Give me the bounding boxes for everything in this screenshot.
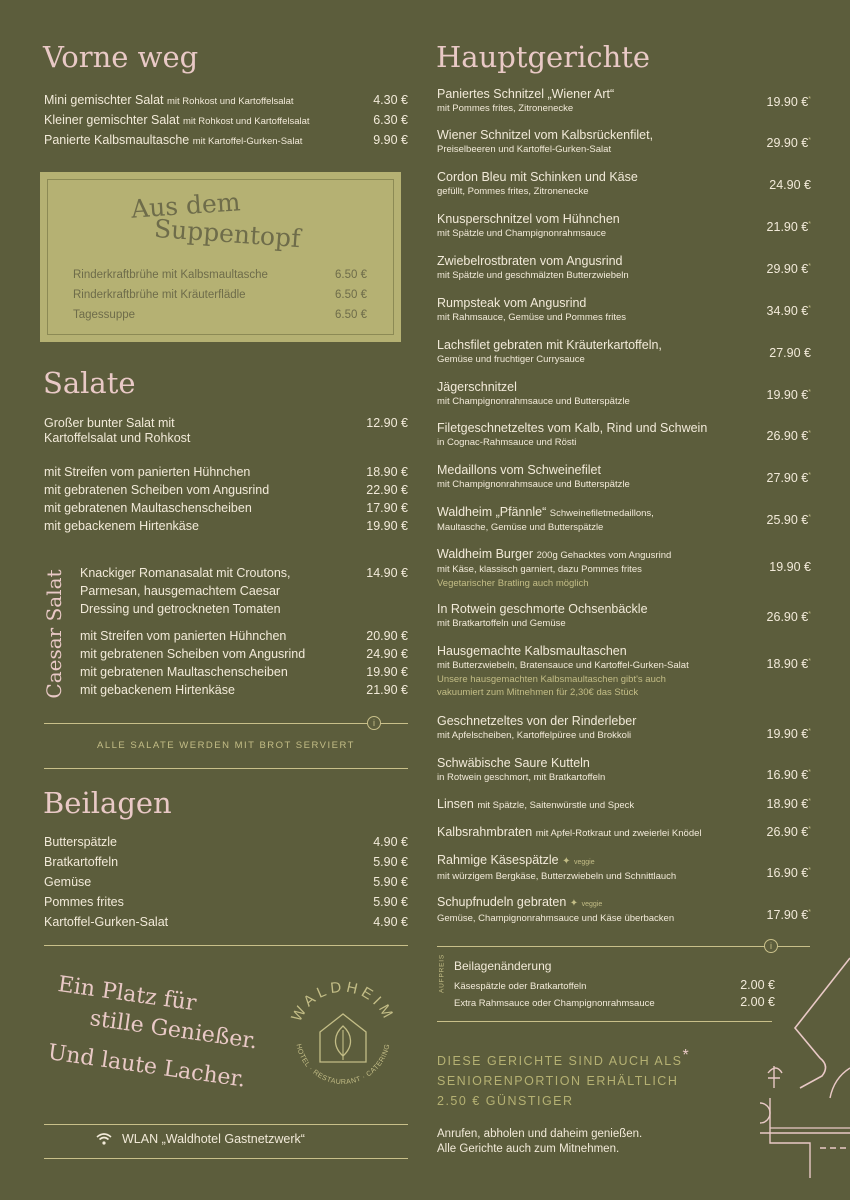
haupt-title: Hauptgerichte xyxy=(436,40,651,74)
dish-name: Rumpsteak vom Angusrind xyxy=(437,296,587,310)
item-price: 19.90 € xyxy=(366,519,408,533)
info-icon: i xyxy=(764,939,778,953)
dish-desc: in Rotwein geschmort, mit Bratkartoffeln xyxy=(437,772,606,783)
dish-price: 29.90 €* xyxy=(766,262,811,276)
item-name: mit gebratenen Maultaschenscheiben xyxy=(44,501,252,515)
dish-desc: mit Rahmsauce, Gemüse und Pommes frites xyxy=(437,312,627,323)
divider xyxy=(44,1158,408,1159)
item-price: 2.00 € xyxy=(740,978,775,992)
dish-desc: Gemüse, Champignonrahmsauce und Käse überbacken xyxy=(437,913,675,924)
dish-item xyxy=(437,463,817,492)
dish-item xyxy=(437,128,817,157)
item-price: 17.90 € xyxy=(366,501,408,515)
list-item xyxy=(80,683,408,697)
dish-price: 18.90 €* xyxy=(766,797,811,811)
dish-name: Waldheim „Pfännle“ Schweinefiletmedaillons, xyxy=(437,505,654,519)
list-item xyxy=(44,133,408,147)
item-name: mit Streifen vom panierten Hühnchen xyxy=(44,465,251,479)
list-item xyxy=(80,629,408,643)
item-price: 6.50 € xyxy=(335,309,367,321)
slogan-line2: stille Genießer. xyxy=(88,1006,259,1055)
item-name: Butterspätzle xyxy=(44,835,117,849)
aufpreis-title: Beilagenänderung xyxy=(454,959,552,973)
dish-name: In Rotwein geschmorte Ochsenbäckle xyxy=(437,602,648,616)
dish-price: 18.90 €* xyxy=(766,657,811,671)
item-price: 12.90 € xyxy=(366,416,408,430)
dish-name: Lachsfilet gebraten mit Kräuterkartoffeln, xyxy=(437,338,662,352)
item-name: Käsespätzle oder Bratkartoffeln xyxy=(454,981,587,992)
dish-price: 24.90 € xyxy=(769,178,811,192)
senioren-line2: SENIORENPORTION ERHÄLTLICH xyxy=(437,1074,679,1089)
item-price: 2.00 € xyxy=(740,995,775,1009)
beilagen-title: Beilagen xyxy=(43,786,172,820)
dish-desc: mit Käse, klassisch garniert, dazu Pommes frites xyxy=(437,564,642,575)
caesar-label: Caesar Salat xyxy=(42,569,66,699)
list-item xyxy=(44,93,408,107)
dish-item xyxy=(437,714,817,743)
dish-desc: mit Bratkartoffeln und Gemüse xyxy=(437,618,566,629)
list-item xyxy=(44,519,408,533)
list-item xyxy=(44,416,408,446)
divider xyxy=(437,1021,772,1022)
item-price: 14.90 € xyxy=(366,566,408,580)
senioren-note xyxy=(437,1046,690,1111)
list-item xyxy=(44,483,408,497)
list-item xyxy=(44,835,408,849)
item-price: 4.30 € xyxy=(373,93,408,107)
dish-price: 26.90 €* xyxy=(766,429,811,443)
dish-desc: in Cognac-Rahmsauce und Rösti xyxy=(437,437,577,448)
dish-name: Medaillons vom Schweinefilet xyxy=(437,463,601,477)
dish-desc: Gemüse und fruchtiger Currysauce xyxy=(437,354,585,365)
dish-price: 27.90 €* xyxy=(766,471,811,485)
item-name-line2: Kartoffelsalat und Rohkost xyxy=(44,431,191,445)
logo-name: WALDHEIM xyxy=(288,978,398,1025)
info-icon: i xyxy=(367,716,381,730)
item-price: 20.90 € xyxy=(366,629,408,643)
dish-name: Schwäbische Saure Kutteln xyxy=(437,756,590,770)
item-price: 18.90 € xyxy=(366,465,408,479)
aufpreis-label: AUFPREIS xyxy=(438,954,446,993)
logo-icon xyxy=(278,972,408,1102)
dish-price: 25.90 €* xyxy=(766,513,811,527)
item-price: 9.90 € xyxy=(373,133,408,147)
item-name: Kartoffel-Gurken-Salat xyxy=(44,915,169,929)
item-name: mit gebratenen Scheiben vom Angusrind xyxy=(44,483,270,497)
item-desc: mit Kartoffel-Gurken-Salat xyxy=(192,136,303,147)
dish-name: Paniertes Schnitzel „Wiener Art“ xyxy=(437,87,615,101)
list-item xyxy=(73,289,367,301)
list-item xyxy=(44,895,408,909)
list-item xyxy=(80,665,408,679)
item-desc: mit Rohkost und Kartoffelsalat xyxy=(166,96,294,107)
dish-desc: mit würzigem Bergkäse, Butterzwiebeln und Schnittlauch xyxy=(437,871,677,882)
dish-item xyxy=(437,756,817,785)
list-item xyxy=(454,978,775,992)
dish-item xyxy=(437,797,817,813)
item-name: Panierte Kalbsmaultasche xyxy=(44,133,190,147)
senioren-line3: 2.50 € GÜNSTIGER xyxy=(437,1094,574,1109)
dish-desc: mit Spätzle und Champignonrahmsauce xyxy=(437,228,606,239)
list-item xyxy=(44,855,408,869)
wifi-icon xyxy=(96,1133,112,1145)
item-name: mit gebackenem Hirtenkäse xyxy=(80,683,235,697)
dish-name: Geschnetzeltes von der Rinderleber xyxy=(437,714,637,728)
dish-item xyxy=(437,547,817,590)
item-price: 6.50 € xyxy=(335,289,367,301)
item-name: Bratkartoffeln xyxy=(44,855,119,869)
dish-price: 26.90 €* xyxy=(766,825,811,839)
dish-item xyxy=(437,505,817,535)
item-name: Extra Rahmsauce oder Champignonrahmsauce xyxy=(454,998,655,1009)
dish-item xyxy=(437,212,817,241)
dish-item xyxy=(437,296,817,325)
dish-item xyxy=(437,254,817,283)
dish-price: 34.90 €* xyxy=(766,304,811,318)
dish-desc: mit Butterzwiebeln, Bratensauce und Kartoffel-Gurken-Salat xyxy=(437,660,689,671)
dish-name: Filetgeschnetzeltes vom Kalb, Rind und Schwein xyxy=(437,421,708,435)
item-name: Mini gemischter Salat xyxy=(44,93,164,107)
waldheim-logo xyxy=(278,972,408,1102)
dish-name: Zwiebelrostbraten vom Angusrind xyxy=(437,254,623,268)
dish-name: Hausgemachte Kalbsmaultaschen xyxy=(437,644,627,658)
svg-text:WALDHEIM xyxy=(288,979,398,1025)
dish-name: Kalbsrahmbraten mit Apfel-Rotkraut und zweierlei Knödel xyxy=(437,825,702,839)
item-name: Gemüse xyxy=(44,875,92,889)
list-item xyxy=(73,269,367,281)
wlan-info xyxy=(96,1132,305,1146)
list-item xyxy=(73,309,367,321)
divider xyxy=(44,1124,408,1125)
vorneweg-title: Vorne weg xyxy=(43,40,199,74)
item-name: mit gebackenem Hirtenkäse xyxy=(44,519,199,533)
dish-desc: gefüllt, Pommes frites, Zitronenecke xyxy=(437,186,589,197)
soup-title-line1: Aus dem xyxy=(130,187,242,224)
dish-item xyxy=(437,602,817,631)
dish-item xyxy=(437,644,817,699)
dish-desc: mit Apfelscheiben, Kartoffelpüree und Brokkoli xyxy=(437,730,632,741)
dish-price: 29.90 €* xyxy=(766,136,811,150)
dish-price: 21.90 €* xyxy=(766,220,811,234)
item-name: mit gebratenen Maultaschenscheiben xyxy=(80,665,288,679)
dish-item xyxy=(437,895,817,926)
item-price: 5.90 € xyxy=(373,855,408,869)
divider xyxy=(44,723,408,724)
dish-desc: Maultasche, Gemüse und Butterspätzle xyxy=(437,522,604,533)
dish-name: Cordon Bleu mit Schinken und Käse xyxy=(437,170,638,184)
dish-desc: Preiselbeeren und Kartoffel-Gurken-Salat xyxy=(437,144,612,155)
item-price: 4.90 € xyxy=(373,915,408,929)
list-item xyxy=(44,875,408,889)
item-price: 22.90 € xyxy=(366,483,408,497)
divider xyxy=(437,946,810,947)
list-item xyxy=(44,113,408,127)
dish-name: Jägerschnitzel xyxy=(437,380,517,394)
soup-title-line2: Suppentopf xyxy=(153,213,302,254)
dish-desc: mit Pommes frites, Zitronenecke xyxy=(437,103,574,114)
item-name: Pommes frites xyxy=(44,895,124,909)
caesar-desc-line3: Dressing und getrockneten Tomaten xyxy=(80,602,281,616)
dish-item xyxy=(437,87,817,116)
list-item xyxy=(44,915,408,929)
list-item xyxy=(454,995,775,1009)
list-item xyxy=(44,465,408,479)
item-price: 6.50 € xyxy=(335,269,367,281)
dish-note: Unsere hausgemachten Kalbsmaultaschen gibt's auch xyxy=(437,674,666,685)
item-price: 5.90 € xyxy=(373,895,408,909)
item-name: Kleiner gemischter Salat xyxy=(44,113,180,127)
dish-item xyxy=(437,170,817,199)
list-item xyxy=(80,564,408,618)
dish-price: 26.90 €* xyxy=(766,610,811,624)
senioren-line1: DIESE GERICHTE SIND AUCH ALS* xyxy=(437,1047,691,1069)
leaf-icon: ✦ xyxy=(562,856,571,867)
dish-price: 19.90 €* xyxy=(766,388,811,402)
item-price: 4.90 € xyxy=(373,835,408,849)
slogan-line1: Ein Platz für xyxy=(56,972,198,1017)
item-price: 19.90 € xyxy=(366,665,408,679)
salate-title: Salate xyxy=(43,366,136,400)
item-name: Tagessuppe xyxy=(73,309,136,321)
mitnehmen-note xyxy=(437,1127,642,1157)
item-name-line1: Großer bunter Salat mit xyxy=(44,416,175,430)
dish-desc: mit Spätzle und geschmälzten Butterzwiebeln xyxy=(437,270,629,281)
divider xyxy=(44,945,408,946)
item-price: 6.30 € xyxy=(373,113,408,127)
item-name: Rinderkraftbrühe mit Kräuterflädle xyxy=(73,289,246,301)
dish-price: 27.90 € xyxy=(769,346,811,360)
dish-name: Linsen mit Spätzle, Saitenwürstle und Speck xyxy=(437,797,635,811)
item-name: Rinderkraftbrühe mit Kalbsmaultasche xyxy=(73,269,268,281)
dish-item xyxy=(437,421,817,450)
dish-name: Rahmige Käsespätzle ✦ veggie xyxy=(437,853,595,867)
dish-name: Wiener Schnitzel vom Kalbsrückenfilet, xyxy=(437,128,654,142)
dish-note: Vegetarischer Bratling auch möglich xyxy=(437,578,589,589)
dish-item xyxy=(437,825,817,841)
item-price: 24.90 € xyxy=(366,647,408,661)
list-item xyxy=(80,647,408,661)
item-price: 5.90 € xyxy=(373,875,408,889)
dish-price: 16.90 €* xyxy=(766,866,811,880)
dish-desc: mit Champignonrahmsauce und Butterspätzle xyxy=(437,396,630,407)
dish-item xyxy=(437,338,817,367)
dish-price: 19.90 € xyxy=(769,560,811,574)
dish-name: Knusperschnitzel vom Hühnchen xyxy=(437,212,620,226)
logo-tagline: HOTEL · RESTAURANT · CATERING xyxy=(294,1043,392,1087)
dish-price: 19.90 €* xyxy=(766,727,811,741)
wlan-text: WLAN „Waldhotel Gastnetzwerk“ xyxy=(122,1132,305,1146)
item-desc: mit Rohkost und Kartoffelsalat xyxy=(182,116,310,127)
salate-footer-note: ALLE SALATE WERDEN MIT BROT SERVIERT xyxy=(97,740,355,751)
dish-note: vakuumiert zum Mitnehmen für 2,30€ das Stück xyxy=(437,687,639,698)
caesar-desc-line2: Parmesan, hausgemachtem Caesar xyxy=(80,584,281,598)
mitnehmen-line2: Alle Gerichte auch zum Mitnehmen. xyxy=(437,1143,620,1155)
mitnehmen-line1: Anrufen, abholen und daheim genießen. xyxy=(437,1128,643,1140)
dish-item xyxy=(437,380,817,409)
dish-item xyxy=(437,853,817,884)
leaf-icon: ✦ xyxy=(569,898,579,909)
item-price: 21.90 € xyxy=(366,683,408,697)
decoration-illustration xyxy=(760,948,850,1178)
list-item xyxy=(44,501,408,515)
item-name: mit gebratenen Scheiben vom Angusrind xyxy=(80,647,306,661)
dish-price: 16.90 €* xyxy=(766,768,811,782)
dish-price: 19.90 €* xyxy=(766,95,811,109)
dish-name: Waldheim Burger 200g Gehacktes vom Angusrind xyxy=(437,547,672,561)
slogan-line3: Und laute Lacher. xyxy=(46,1040,248,1093)
divider xyxy=(44,768,408,769)
item-name: mit Streifen vom panierten Hühnchen xyxy=(80,629,287,643)
dish-price: 17.90 €* xyxy=(766,908,811,922)
soup-box xyxy=(40,172,401,342)
dish-name: Schupfnudeln gebraten ✦ veggie xyxy=(437,895,603,909)
caesar-desc-line1: Knackiger Romanasalat mit Croutons, xyxy=(80,566,291,580)
dish-desc: mit Champignonrahmsauce und Butterspätzle xyxy=(437,479,630,490)
